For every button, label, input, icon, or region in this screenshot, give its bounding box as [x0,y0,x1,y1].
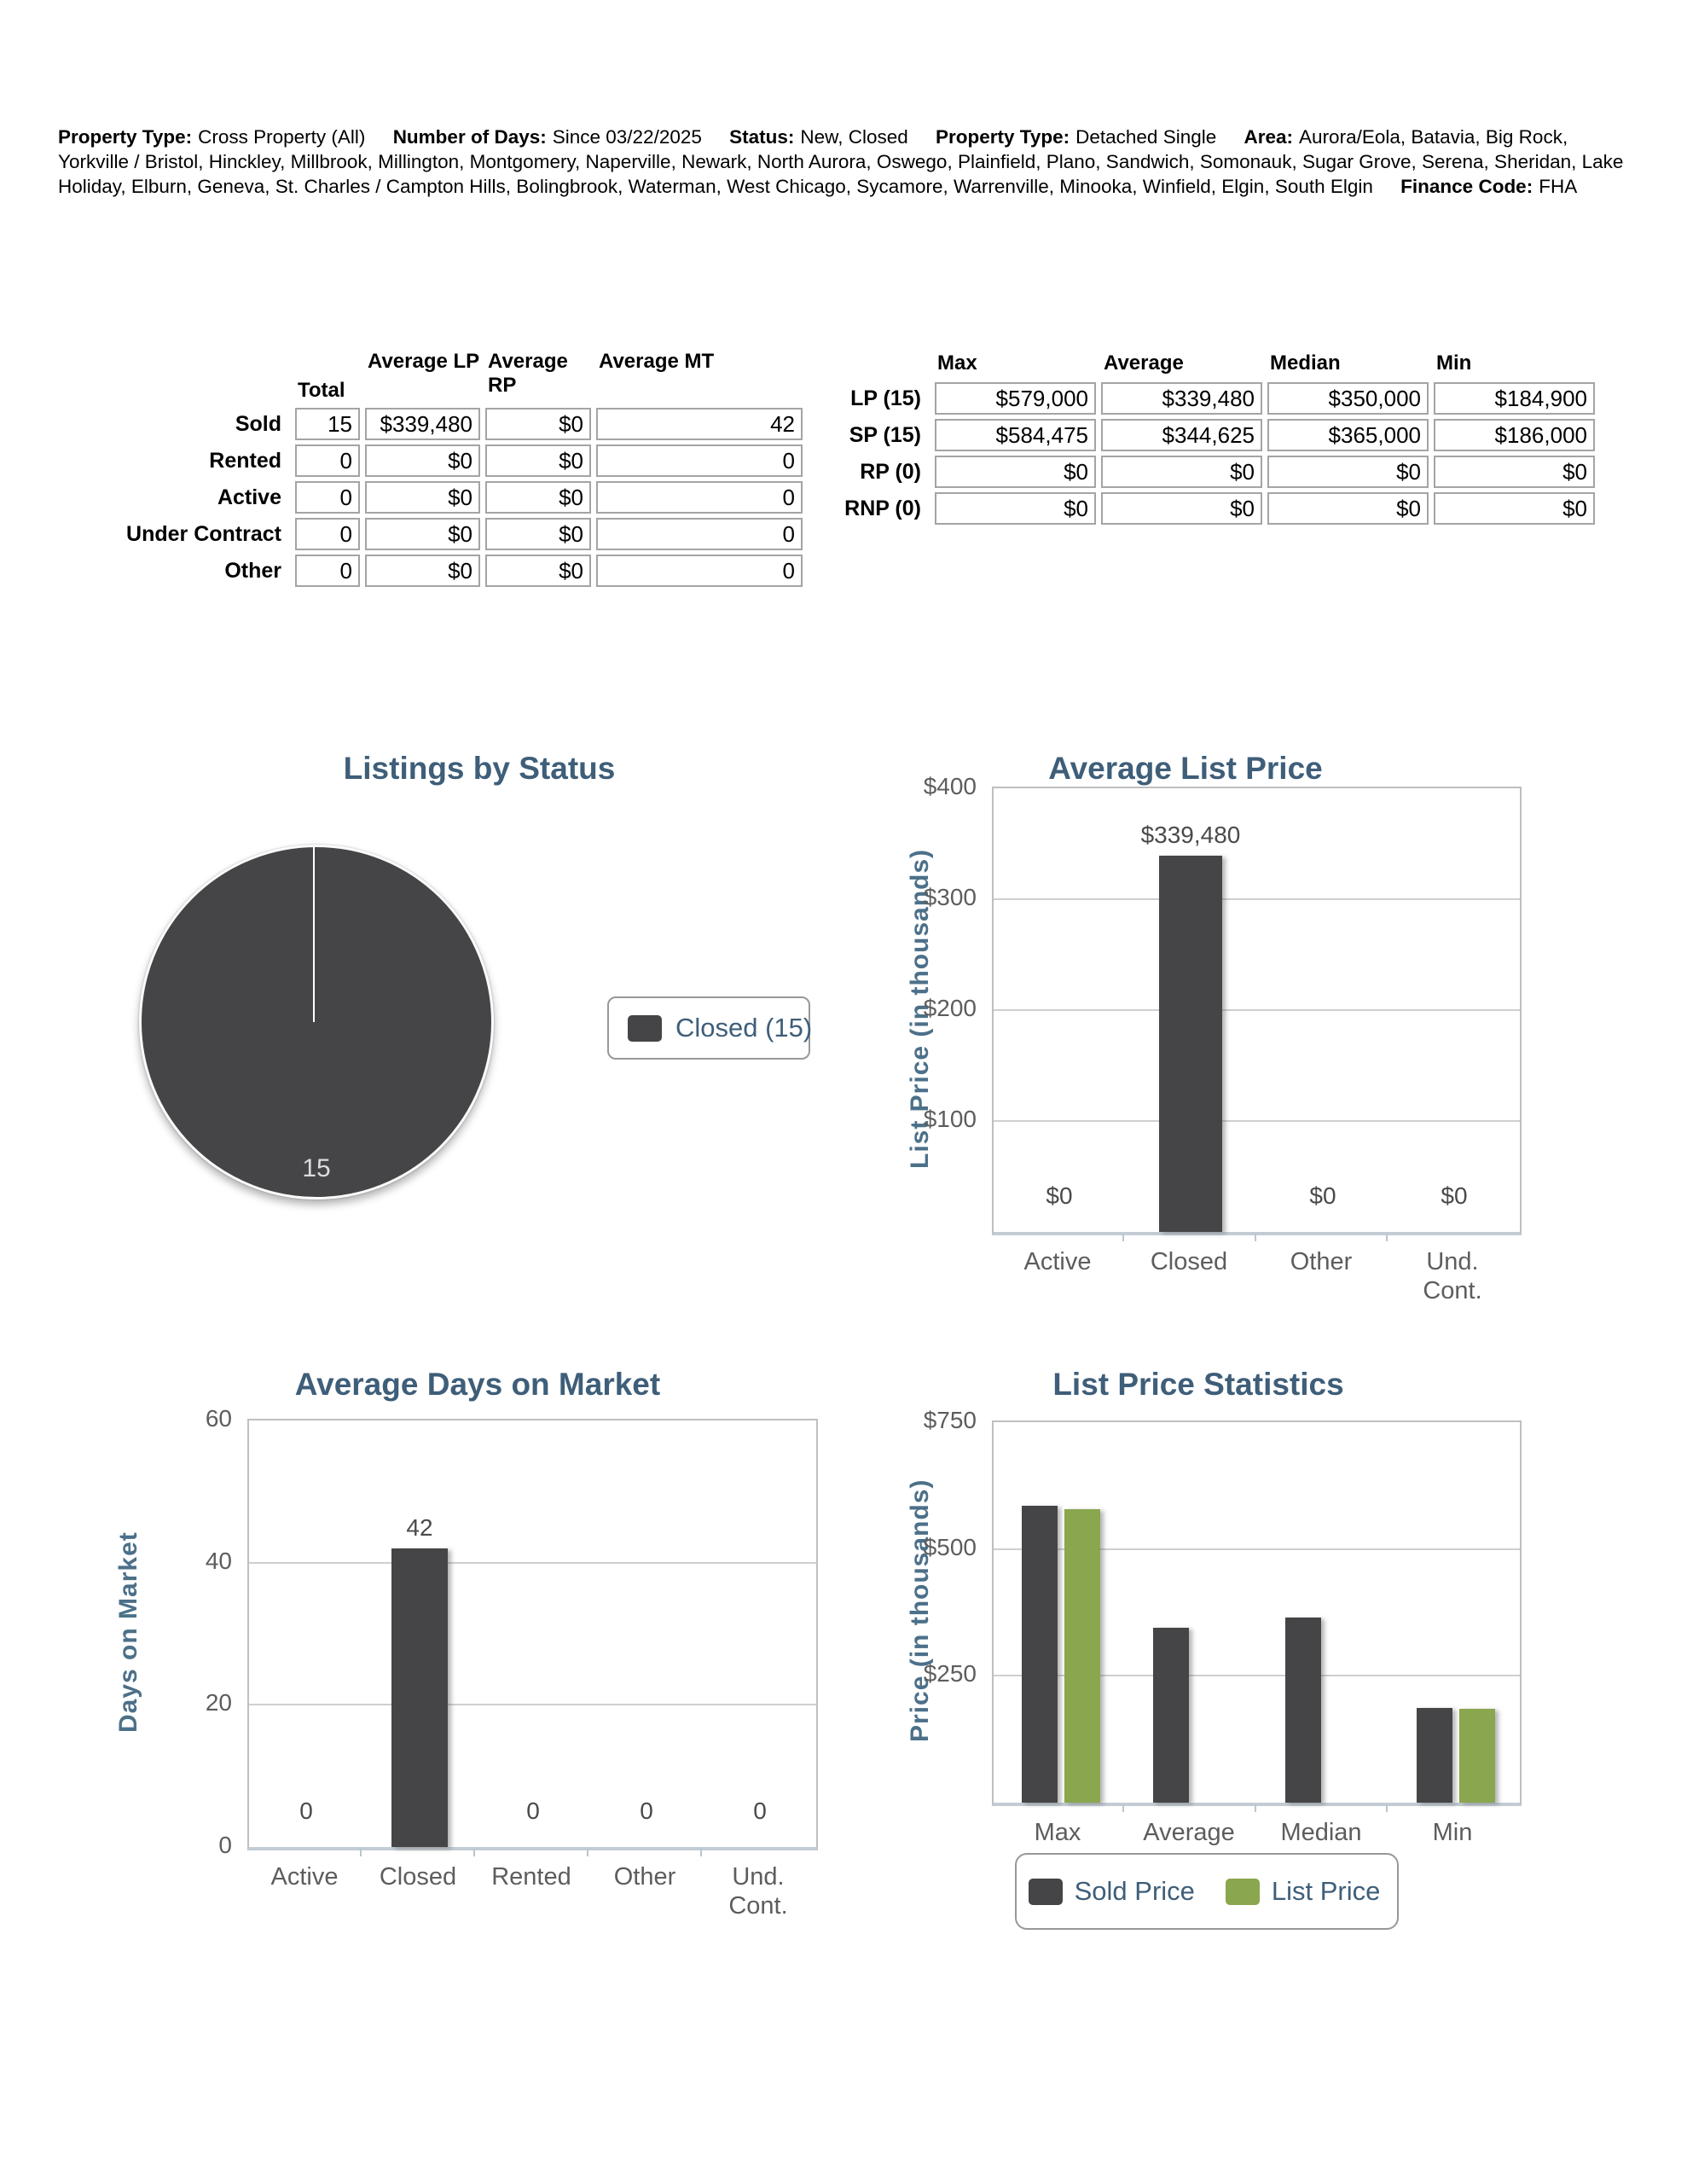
gridline [249,1562,816,1564]
table-cell: 0 [596,555,803,587]
table-cell: $0 [1434,456,1595,488]
table-cell: $339,480 [365,408,480,440]
column-header: Average RP [488,350,568,397]
table-cell: $184,900 [1434,382,1595,415]
table-cell: 0 [596,444,803,477]
table-cell: $0 [1267,456,1429,488]
table-row [832,419,1595,451]
table-cell: 0 [295,555,360,587]
row-label: Other [224,559,281,583]
table-cell: $0 [1101,456,1262,488]
gridline [994,1009,1520,1011]
column-header: Median [1270,351,1341,375]
table-cell: 0 [295,481,360,514]
column-header: Total [298,379,345,402]
adom-plot-area [247,1419,818,1850]
column-header: Min [1436,351,1472,375]
bar-max-sold-price [1022,1506,1058,1803]
y-tick-label: $500 [923,1534,977,1560]
average-days-on-market-chart [102,1346,870,2020]
table-row [832,492,1595,525]
row-label: RP (0) [860,460,921,484]
criteria-value: Since 03/22/2025 [552,126,702,148]
category-label: Und. Cont. [1423,1248,1482,1304]
table-cell: $584,475 [935,419,1096,451]
row-label: Under Contract [126,522,281,546]
criteria-value: New, Closed [800,126,908,148]
y-tick-label: 40 [205,1548,232,1574]
table-cell: $0 [485,555,591,587]
gridline [994,1120,1520,1122]
y-tick-label: $750 [923,1407,977,1433]
table-cell: 42 [596,408,803,440]
category-label: Average [1143,1819,1235,1846]
bar-value-label: $0 [1441,1182,1468,1209]
category-label: Min [1432,1819,1473,1846]
bar-value-label: 0 [526,1798,540,1824]
report-criteria [58,125,1634,199]
category-label: Closed [1150,1248,1228,1275]
category-label: Und. Cont. [728,1863,788,1920]
criteria-value: Cross Property (All) [198,126,366,148]
y-axis-title: Price (in thousands) [906,1478,934,1743]
x-axis-tick [1386,1804,1388,1812]
average-list-price-chart [853,727,1687,1333]
x-axis-tick [1386,1234,1388,1241]
category-label: Other [613,1863,676,1891]
bar-closed [1159,856,1222,1232]
pie-slice-value: 15 [302,1154,331,1182]
table-cell: $0 [485,518,591,550]
lps-plot-area [992,1420,1522,1806]
price-stats-table [832,351,1595,529]
pie-slice-border [313,847,315,1022]
list-price-statistics-chart [853,1346,1687,2029]
y-tick-label: $200 [923,995,977,1021]
table-row [98,444,803,477]
chart-title: Average Days on Market [294,1367,661,1402]
row-label: Active [217,485,281,509]
sold-price-legend-swatch [1029,1879,1063,1905]
table-cell: $350,000 [1267,382,1429,415]
table-row [98,555,803,587]
y-tick-label: $300 [923,884,977,910]
category-label: Active [1023,1248,1092,1275]
y-tick-label: 20 [205,1689,232,1716]
table-cell: $0 [935,492,1096,525]
column-header: Max [937,351,977,375]
criteria-label: Status: [729,126,795,148]
price-stats-header [832,351,1595,377]
criteria-label: Property Type: [936,126,1070,148]
gridline [249,1704,816,1705]
alp-plot-area [992,787,1522,1235]
table-cell: $0 [935,456,1096,488]
bar-max-list-price [1064,1509,1100,1803]
table-row [832,456,1595,488]
category-label: Median [1280,1819,1362,1846]
y-tick-label: $100 [923,1106,977,1132]
x-axis-tick [1255,1234,1256,1241]
table-cell: $579,000 [935,382,1096,415]
table-cell: $0 [365,518,480,550]
criteria-value: Aurora/Eola, Batavia, Big Rock, Yorkville / Bristol, Hinckley, Millbrook, Millington, Montgomery, Naperville, Newark, North Aurora, Oswego, Plainfield, Plano, Sandwich, Somonauk, Sugar Grove, Serena, Sheridan, Lake Holiday, Elburn, Geneva, St. Charles / Campton Hills, Bolingbrook, Waterman, West Chicago, Sycamore, Warrenville, Minooka, Winfield, Elgin, South Elgin [58,126,1624,197]
chart-title: Listings by Status [343,751,616,786]
column-header: Average LP [368,350,480,373]
bar-value-label: $0 [1046,1182,1073,1209]
criteria-value: FHA [1539,176,1578,197]
status-summary-header [98,350,803,403]
table-row [98,481,803,514]
status-summary-table [98,350,803,591]
table-cell: $339,480 [1101,382,1262,415]
table-row [832,382,1595,415]
bar-min-list-price [1459,1709,1495,1803]
bar-value-label: 0 [299,1798,313,1824]
closed-legend-label: Closed (15) [675,1013,813,1043]
x-axis-tick [1122,1234,1124,1241]
row-label: Sold [235,412,281,436]
y-axis-title: Days on Market [114,1531,142,1733]
bar-average-sold-price [1153,1628,1189,1803]
category-label: Active [270,1863,339,1891]
category-label: Other [1290,1248,1353,1275]
list-price-legend-label: List Price [1271,1876,1381,1906]
pie-closed-slice [139,845,494,1199]
table-cell: $365,000 [1267,419,1429,451]
table-cell: $0 [365,444,480,477]
bar-min-sold-price [1417,1708,1452,1803]
criteria-label: Area: [1244,126,1294,148]
sold-price-legend-label: Sold Price [1074,1876,1195,1906]
row-label: Rented [209,449,281,473]
row-label: SP (15) [849,423,921,447]
bar-value-label: $339,480 [1140,822,1241,848]
criteria-label: Property Type: [58,126,193,148]
table-cell: $0 [485,444,591,477]
y-axis-title: List Price (in thousands) [906,848,934,1169]
row-label: RNP (0) [844,497,921,520]
table-cell: $186,000 [1434,419,1595,451]
table-cell: $0 [1434,492,1595,525]
criteria-label: Finance Code: [1400,176,1533,197]
column-header: Average MT [599,350,715,373]
list-price-legend-swatch [1226,1879,1260,1905]
bar-value-label: $0 [1309,1182,1336,1209]
table-cell: $0 [1101,492,1262,525]
table-cell: $0 [365,481,480,514]
table-row [98,408,803,440]
table-cell: $0 [365,555,480,587]
listings-by-status-chart [85,727,887,1290]
category-label: Max [1034,1819,1081,1846]
category-label: Rented [491,1863,571,1891]
column-header: Average [1104,351,1184,375]
table-cell: $0 [485,481,591,514]
y-tick-label: $400 [923,773,977,799]
chart-title: List Price Statistics [1052,1367,1344,1402]
table-cell: $344,625 [1101,419,1262,451]
bar-value-label: 0 [753,1798,767,1824]
gridline [994,898,1520,900]
lps-legend [1015,1853,1399,1930]
table-cell: 0 [596,518,803,550]
table-cell: 0 [596,481,803,514]
pie-legend [607,996,813,1060]
category-label: Closed [379,1863,457,1891]
x-axis-tick [587,1849,588,1856]
chart-title: Average List Price [1048,751,1323,786]
table-cell: $0 [1267,492,1429,525]
table-cell: 0 [295,444,360,477]
bar-value-label: 0 [640,1798,653,1824]
table-cell: 15 [295,408,360,440]
y-tick-label: 0 [218,1832,232,1858]
bar-median-sold-price [1285,1618,1321,1803]
row-label: LP (15) [850,386,921,410]
x-axis-tick [1255,1804,1256,1812]
table-cell: 0 [295,518,360,550]
bar-value-label: 42 [406,1514,433,1541]
x-axis-tick [1122,1804,1124,1812]
y-tick-label: $250 [923,1660,977,1687]
x-axis-tick [700,1849,702,1856]
table-cell: $0 [485,408,591,440]
closed-legend-swatch [628,1015,662,1042]
x-axis-tick [360,1849,362,1856]
x-axis-tick [473,1849,475,1856]
table-row [98,518,803,550]
criteria-label: Number of Days: [392,126,547,148]
criteria-value: Detached Single [1075,126,1217,148]
y-tick-label: 60 [205,1405,232,1432]
